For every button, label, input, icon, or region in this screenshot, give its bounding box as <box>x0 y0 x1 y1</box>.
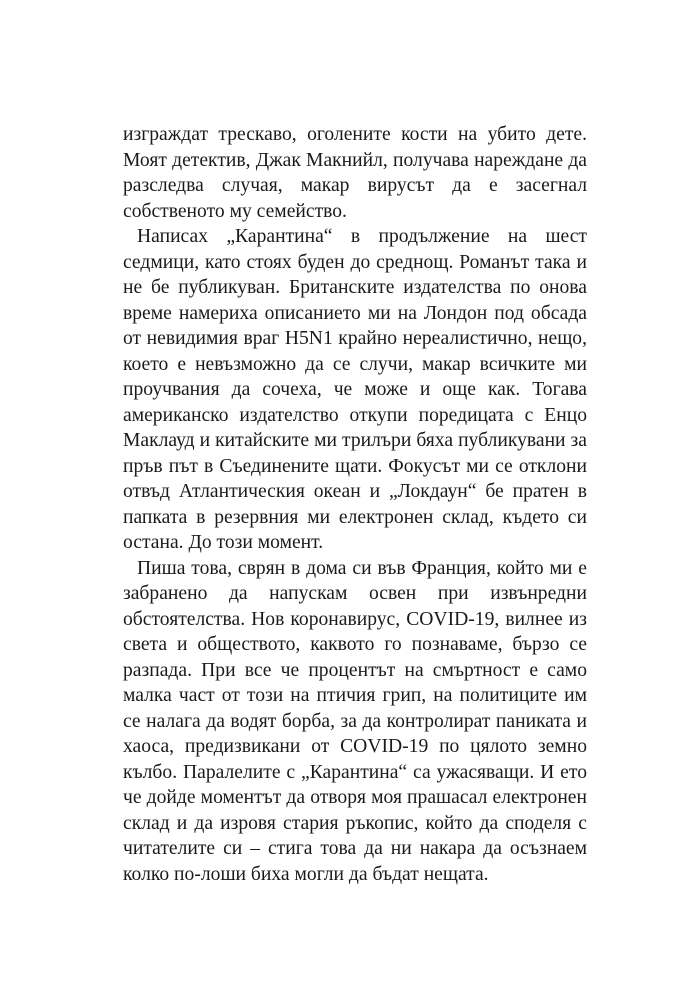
paragraph-covid: Пиша това, сврян в дома си във Франция, който ми е забранено да напускам освен при извънредни обстоятелства. Нов коронавирус, COVID-19, вилнее из света и обществото, каквото го познаваме, бързо се разпада. При все че процентът на смъртност е само малка част от този на птичия грип, на политиците им се налага да водят борба, за да контролират паниката и хаоса, предизвикани от COVID-19 по цялото земно кълбо. Паралелите с „Карантина“ са ужасяващи. И ето че дойде моментът да отворя моя прашасал електронен склад и да изровя стария ръкопис, който да споделя с читателите си – стига това да ни накара да осъзнаем колко по-лоши биха могли да бъдат нещата. <box>123 557 587 885</box>
paragraph-continuation: изграждат трескаво, оголените кости на убито дете. Моят детектив, Джак Макнийл, получава нареждане да разследва случая, макар вирусът да е засегнал собственото му семейство. <box>123 124 587 222</box>
book-page <box>123 122 587 887</box>
paragraph-quarantine-novel: Написах „Карантина“ в продължение на шест седмици, като стоях буден до среднощ. Романът така и не бе публикуван. Британските издателства по онова време намериха описанието ми на Лондон под обсада от невидимия враг H5N1 крайно нереалистично, нещо, което е невъзможно да се случи, макар всичките ми проучвания да сочеха, че може и още как. Тогава американско издателство откупи поредицата с Енцо Маклауд и китайските ми трилъри бяха публикувани за пръв път в Съединените щати. Фокусът ми се отклони отвъд Атлантическия океан и „Локдаун“ бе пратен в папката в резервния ми електронен склад, където си остана. До този момент. <box>123 226 587 553</box>
